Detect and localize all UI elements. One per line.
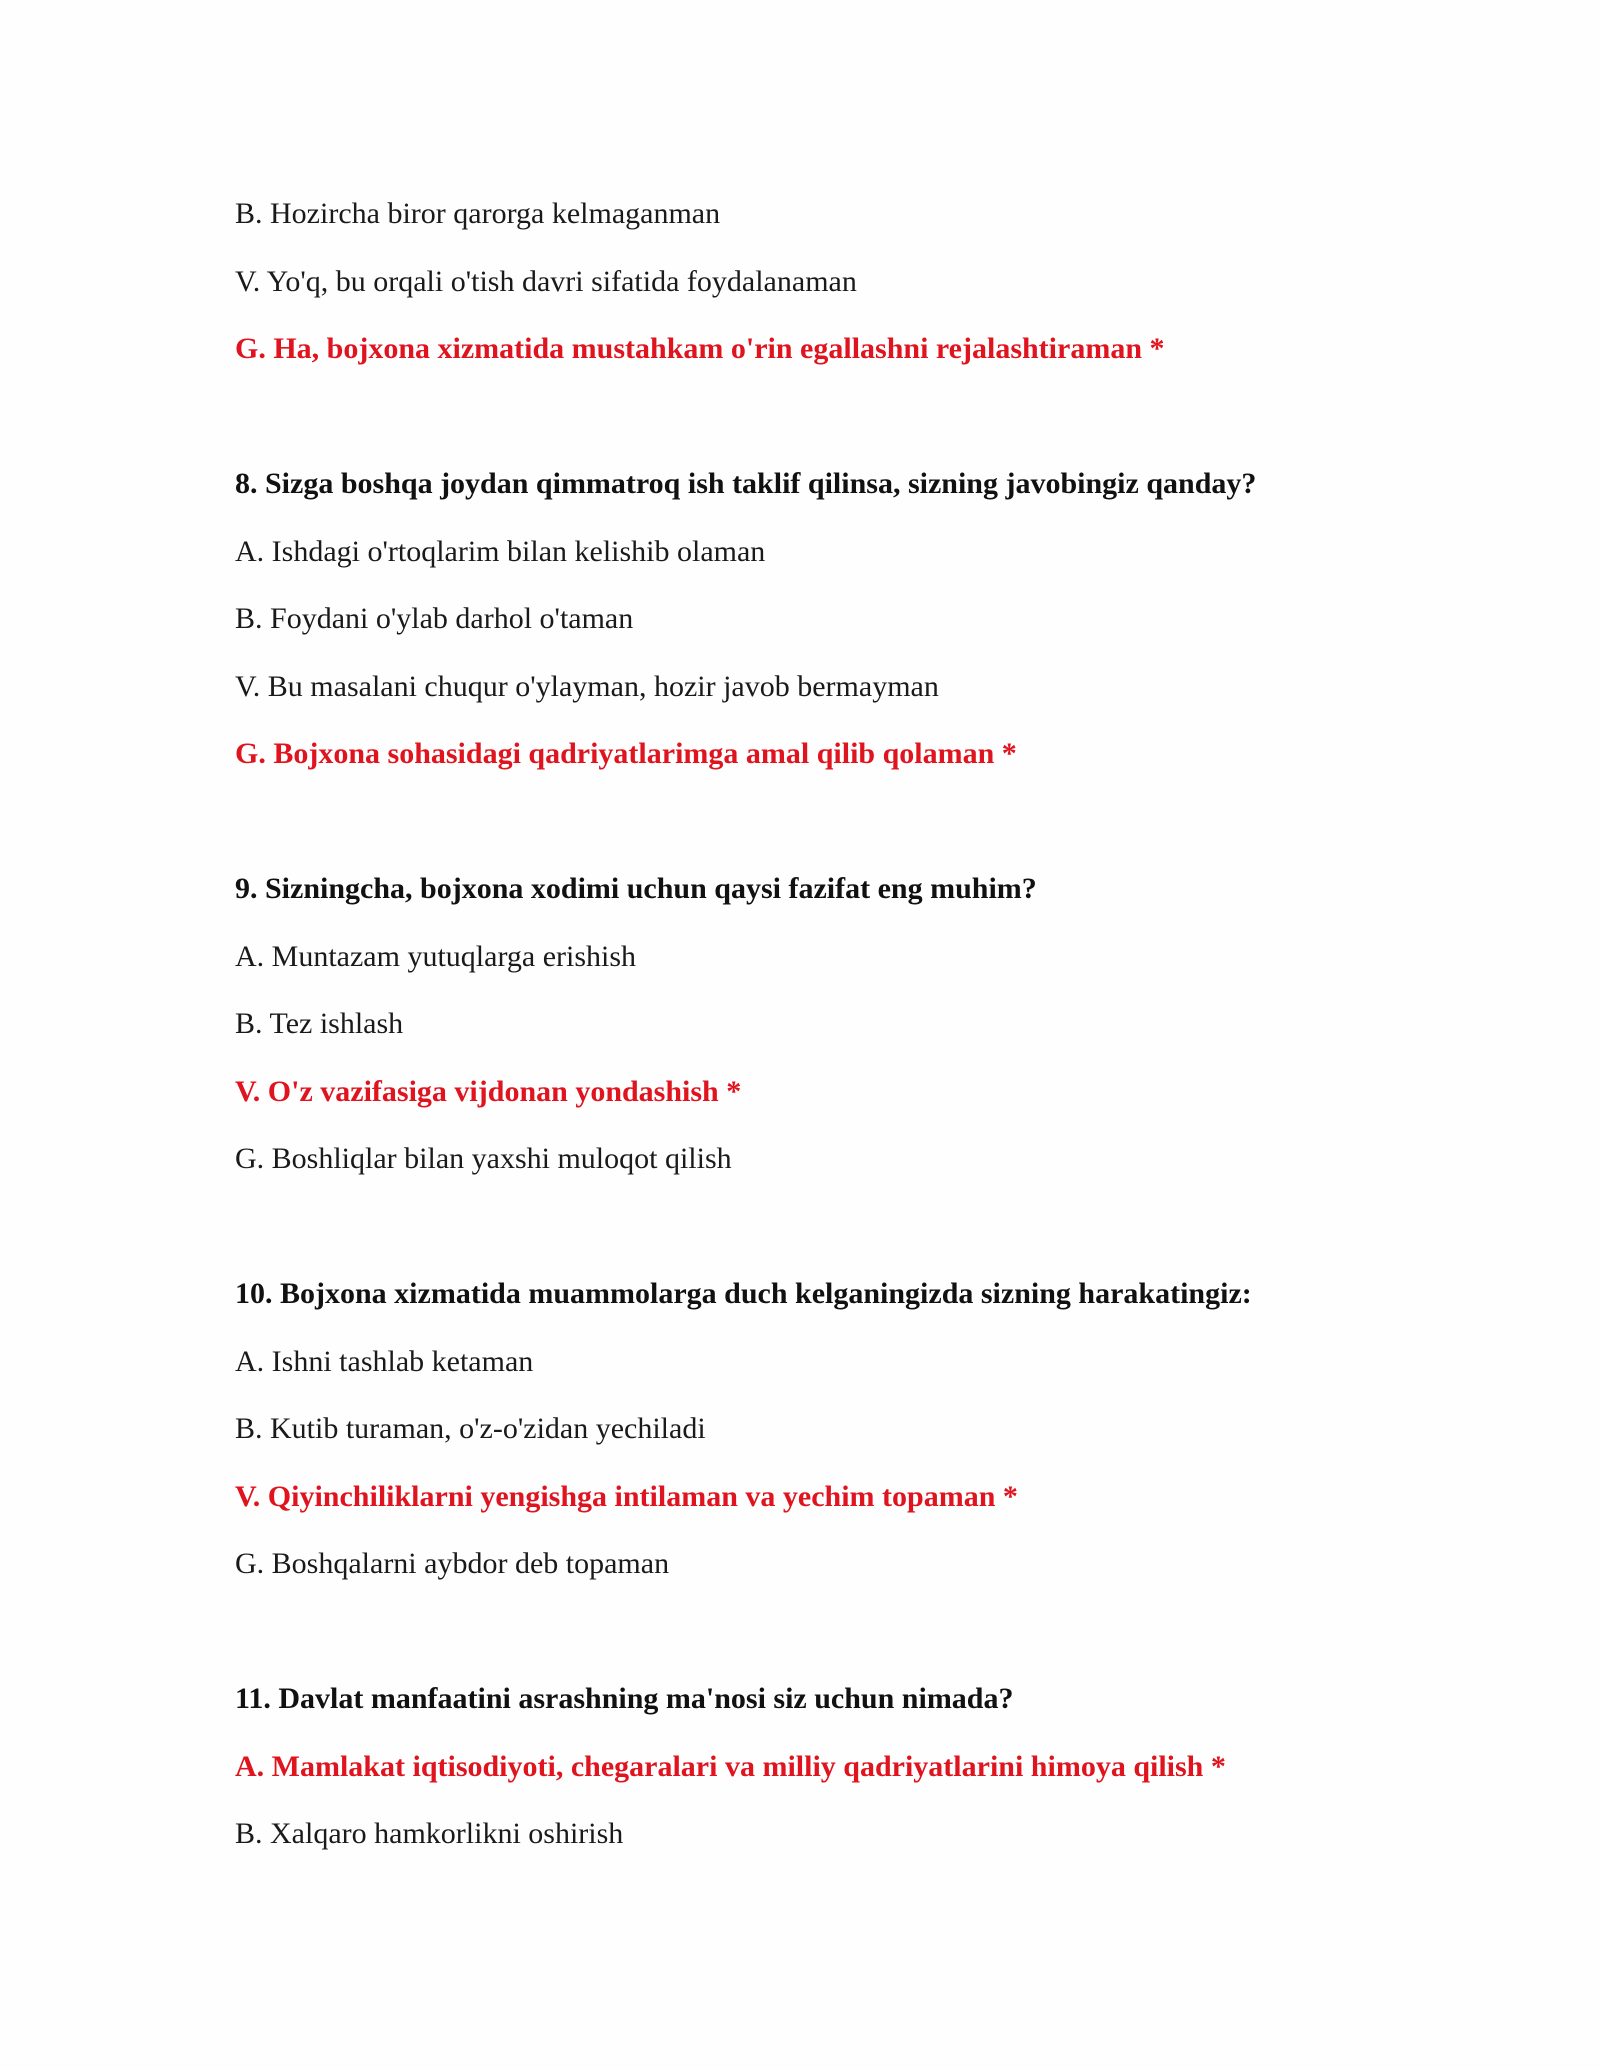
answer-option: A. Ishni tashlab ketaman — [235, 1344, 534, 1378]
answer-option: B. Kutib turaman, o'z-o'zidan yechiladi — [235, 1412, 706, 1445]
spacer — [235, 1598, 1435, 1666]
answer-option: B. Tez ishlash — [235, 1007, 404, 1040]
quiz-content — [235, 180, 1435, 1868]
spacer — [235, 1193, 1435, 1261]
question-block-10 — [235, 1260, 1435, 1598]
answer-option: A. Ishdagi o'rtoqlarim bilan kelishib olaman — [235, 534, 766, 568]
correct-answer-option: V. O'z vazifasiga vijdonan yondashish * — [235, 1074, 742, 1108]
answer-option: B. Hozircha biror qarorga kelmaganman — [235, 197, 721, 230]
correct-answer-option: G. Ha, bojxona xizmatida mustahkam o'rin egallashni rejalashtiraman * — [235, 332, 1165, 365]
answer-option: V. Bu masalani chuqur o'ylayman, hozir javob bermayman — [235, 669, 939, 703]
answer-option: A. Muntazam yutuqlarga erishish — [235, 939, 637, 973]
continued-options — [235, 180, 1435, 383]
question-text: 9. Sizningcha, bojxona xodimi uchun qaysi fazifat eng muhim? — [235, 872, 1037, 905]
spacer — [235, 383, 1435, 451]
answer-option: B. Xalqaro hamkorlikni oshirish — [235, 1817, 624, 1850]
question-text: 8. Sizga boshqa joydan qimmatroq ish taklif qilinsa, sizning javobingiz qanday? — [235, 467, 1257, 500]
answer-option: G. Boshliqlar bilan yaxshi muloqot qilish — [235, 1142, 732, 1175]
correct-answer-option: A. Mamlakat iqtisodiyoti, chegaralari va milliy qadriyatlarini himoya qilish * — [235, 1749, 1226, 1783]
spacer — [235, 788, 1435, 856]
answer-option: V. Yo'q, bu orqali o'tish davri sifatida foydalanaman — [235, 264, 857, 298]
answer-option: B. Foydani o'ylab darhol o'taman — [235, 602, 634, 635]
question-block-8 — [235, 450, 1435, 788]
correct-answer-option: V. Qiyinchiliklarni yengishga intilaman va yechim topaman * — [235, 1479, 1018, 1513]
correct-answer-option: G. Bojxona sohasidagi qadriyatlarimga amal qilib qolaman * — [235, 737, 1017, 770]
question-block-11 — [235, 1665, 1435, 1868]
question-text: 10. Bojxona xizmatida muammolarga duch kelganingizda sizning harakatingiz: — [235, 1277, 1252, 1310]
answer-option: G. Boshqalarni aybdor deb topaman — [235, 1547, 670, 1580]
question-text: 11. Davlat manfaatini asrashning ma'nosi siz uchun nimada? — [235, 1682, 1014, 1715]
question-block-9 — [235, 855, 1435, 1193]
